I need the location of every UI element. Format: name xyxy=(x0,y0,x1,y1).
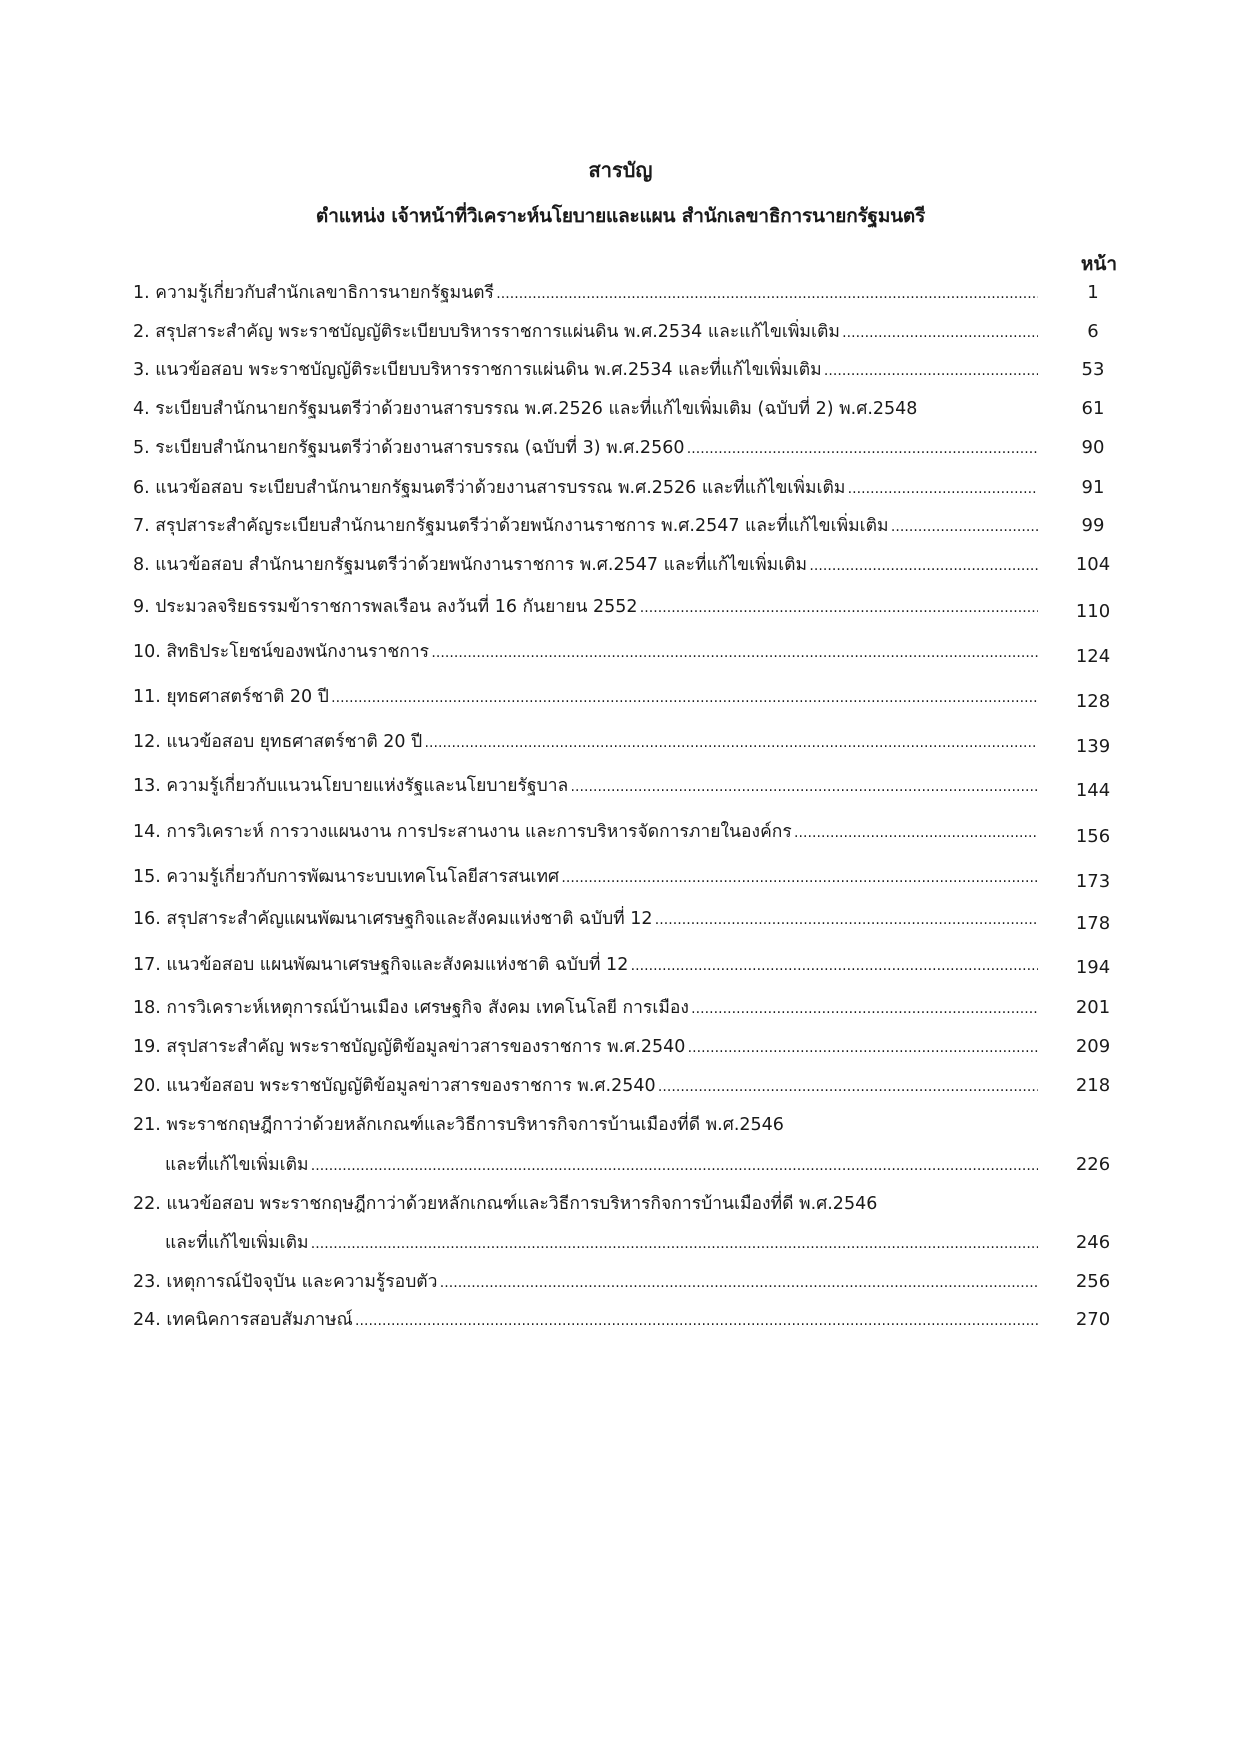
toc-entry-title: 12. แนวข้อสอบ ยุทธศาสตร์ชาติ 20 ปี . . . xyxy=(133,727,1038,758)
toc-entry-page: 104 xyxy=(1075,554,1111,575)
toc-entry-title: 1. ความรู้เกี่ยวกับสำนักเลขาธิการนายกรัฐมนตรี . . . xyxy=(133,278,1038,309)
dot-leader xyxy=(329,687,1038,707)
toc-entry[interactable] xyxy=(133,993,1133,1023)
toc-entry-title: 23. เหตุการณ์ปัจจุบัน และความรู้รอบตัว . . . xyxy=(133,1267,1038,1298)
toc-entry-title: 8. แนวข้อสอบ สำนักนายกรัฐมนตรีว่าด้วยพนักงานราชการ พ.ศ.2547 และที่แก้ไขเพิ่มเติม . . . xyxy=(133,550,1038,581)
toc-entry[interactable] xyxy=(133,592,1133,622)
dot-leader xyxy=(656,1076,1038,1096)
toc-entry-title: 6. แนวข้อสอบ ระเบียบสำนักนายกรัฐมนตรีว่าด้วยงานสารบรรณ พ.ศ.2526 และที่แก้ไขเพิ่มเติม . . . xyxy=(133,473,1038,504)
toc-entry-page: 139 xyxy=(1075,736,1111,757)
dot-leader xyxy=(309,1155,1038,1175)
toc-entry-title: 4. ระเบียบสำนักนายกรัฐมนตรีว่าด้วยงานสารบรรณ พ.ศ.2526 และที่แก้ไขเพิ่มเติม (ฉบับที่ 2) พ.ศ.2548 xyxy=(133,399,918,419)
toc-entry-page: 1 xyxy=(1087,282,1099,303)
toc-entry[interactable] xyxy=(133,904,1133,934)
toc-entry-title: 16. สรุปสาระสำคัญแผนพัฒนาเศรษฐกิจและสังคมแห่งชาติ ฉบับที่ 12 . . . xyxy=(133,904,1038,935)
toc-entry-title: 17. แนวข้อสอบ แผนพัฒนาเศรษฐกิจและสังคมแห่งชาติ ฉบับที่ 12 . . . xyxy=(133,950,1038,981)
dot-leader xyxy=(429,642,1038,662)
toc-entry[interactable] xyxy=(133,817,1133,847)
toc-entry-continuation[interactable] xyxy=(133,1150,1133,1180)
toc-entry-page: 194 xyxy=(1075,957,1111,978)
toc-entry[interactable] xyxy=(133,771,1133,801)
dot-leader xyxy=(822,360,1038,380)
page-subtitle: ตำแหน่ง เจ้าหน้าที่วิเคราะห์นโยบายและแผน สำนักเลขาธิการนายกรัฐมนตรี xyxy=(315,205,926,227)
page-number-column-header: หน้า xyxy=(1080,253,1117,275)
toc-entry[interactable] xyxy=(133,950,1133,980)
toc-entry-page: 91 xyxy=(1081,477,1105,498)
toc-entry[interactable] xyxy=(133,550,1133,580)
toc-entry[interactable] xyxy=(133,278,1133,308)
dot-leader xyxy=(792,822,1038,842)
toc-entry-page: 226 xyxy=(1075,1154,1111,1175)
toc-entry-title: 5. ระเบียบสำนักนายกรัฐมนตรีว่าด้วยงานสารบรรณ (ฉบับที่ 3) พ.ศ.2560 . . . xyxy=(133,433,1038,464)
toc-entry-title: 2. สรุปสาระสำคัญ พระราชบัญญัติระเบียบบริหารราชการแผ่นดิน พ.ศ.2534 และแก้ไขเพิ่มเติม . . . xyxy=(133,317,1038,348)
toc-entry[interactable] xyxy=(133,1032,1133,1062)
toc-entry-page: 124 xyxy=(1075,646,1111,667)
toc-entry-title: 10. สิทธิประโยชน์ของพนักงานราชการ . . . xyxy=(133,637,1038,668)
toc-entry-title: 3. แนวข้อสอบ พระราชบัญญัติระเบียบบริหารราชการแผ่นดิน พ.ศ.2534 และที่แก้ไขเพิ่มเติม . . . xyxy=(133,355,1038,386)
dot-leader xyxy=(494,283,1038,303)
dot-leader xyxy=(845,478,1038,498)
toc-entry-page: 90 xyxy=(1081,437,1105,458)
dot-leader xyxy=(685,1037,1038,1057)
toc-entry-title: 19. สรุปสาระสำคัญ พระราชบัญญัติข้อมูลข่าวสารของราชการ พ.ศ.2540 . . . xyxy=(133,1032,1038,1063)
dot-leader xyxy=(638,597,1038,617)
toc-entry[interactable] xyxy=(133,317,1133,347)
toc-entry[interactable] xyxy=(133,727,1133,757)
toc-entry-page: 256 xyxy=(1075,1271,1111,1292)
dot-leader xyxy=(840,322,1038,342)
page-title: สารบัญ xyxy=(588,158,653,182)
dot-leader xyxy=(689,998,1038,1018)
toc-entry[interactable] xyxy=(133,637,1133,667)
toc-entry-page: 218 xyxy=(1075,1075,1111,1096)
dot-leader xyxy=(628,955,1038,975)
toc-entry[interactable] xyxy=(133,355,1133,385)
dot-leader xyxy=(889,516,1038,536)
toc-entry-title: 9. ประมวลจริยธรรมข้าราชการพลเรือน ลงวันที่ 16 กันยายน 2552 . . . xyxy=(133,592,1038,623)
toc-entry-title: 15. ความรู้เกี่ยวกับการพัฒนาระบบเทคโนโลยีสารสนเทศ . . . xyxy=(133,862,1038,893)
dot-leader xyxy=(309,1233,1038,1253)
toc-entry[interactable] xyxy=(133,473,1133,503)
toc-entry-page: 209 xyxy=(1075,1036,1111,1057)
toc-entry-title: 21. พระราชกฤษฎีกาว่าด้วยหลักเกณฑ์และวิธีการบริหารกิจการบ้านเมืองที่ดี พ.ศ.2546 xyxy=(133,1115,784,1135)
dot-leader xyxy=(353,1310,1038,1330)
toc-entry-title: 13. ความรู้เกี่ยวกับแนวนโยบายแห่งรัฐและนโยบายรัฐบาล . . . xyxy=(133,771,1038,802)
toc-entry[interactable] xyxy=(133,433,1133,463)
dot-leader xyxy=(653,909,1038,929)
toc-entry-title: 7. สรุปสาระสำคัญระเบียบสำนักนายกรัฐมนตรีว่าด้วยพนักงานราชการ พ.ศ.2547 และที่แก้ไขเพิ่มเติม . . . xyxy=(133,511,1038,542)
toc-entry[interactable] xyxy=(133,511,1133,541)
dot-leader xyxy=(422,732,1038,752)
toc-entry-title: 24. เทคนิคการสอบสัมภาษณ์ . . . xyxy=(133,1305,1038,1336)
toc-entry-page: 173 xyxy=(1075,871,1111,892)
toc-entry[interactable] xyxy=(133,1071,1133,1101)
dot-leader xyxy=(684,438,1038,458)
toc-entry-page: 6 xyxy=(1087,321,1099,342)
toc-entry-title: 20. แนวข้อสอบ พระราชบัญญัติข้อมูลข่าวสารของราชการ พ.ศ.2540 . . . xyxy=(133,1071,1038,1102)
toc-entry-page: 61 xyxy=(1081,398,1105,419)
toc-entry-page: 110 xyxy=(1075,601,1111,622)
toc-entry-page: 144 xyxy=(1075,780,1111,801)
toc-entry-title: 22. แนวข้อสอบ พระราชกฤษฎีกาว่าด้วยหลักเกณฑ์และวิธีการบริหารกิจการบ้านเมืองที่ดี พ.ศ.2546 xyxy=(133,1194,878,1214)
toc-entry[interactable] xyxy=(133,394,1133,424)
toc-entry[interactable] xyxy=(133,1110,1133,1140)
toc-entry-page: 270 xyxy=(1075,1309,1111,1330)
toc-entry[interactable] xyxy=(133,1305,1133,1335)
toc-entry-page: 201 xyxy=(1075,997,1111,1018)
toc-entry-page: 156 xyxy=(1075,826,1111,847)
toc-entry[interactable] xyxy=(133,862,1133,892)
toc-entry[interactable] xyxy=(133,1267,1133,1297)
toc-entry-page: 178 xyxy=(1075,913,1111,934)
toc-entry-page: 246 xyxy=(1075,1232,1111,1253)
dot-leader xyxy=(438,1272,1039,1292)
dot-leader xyxy=(807,555,1038,575)
toc-entry[interactable] xyxy=(133,1189,1133,1219)
toc-entry-title-line2: และที่แก้ไขเพิ่มเติม . . . xyxy=(165,1150,1038,1181)
toc-entry-title-line2: และที่แก้ไขเพิ่มเติม . . . xyxy=(165,1228,1038,1259)
toc-entry-page: 99 xyxy=(1081,515,1105,536)
toc-entry-page: 53 xyxy=(1081,359,1105,380)
dot-leader xyxy=(568,776,1038,796)
toc-entry-page: 128 xyxy=(1075,691,1111,712)
toc-entry-title: 18. การวิเคราะห์เหตุการณ์บ้านเมือง เศรษฐกิจ สังคม เทคโนโลยี การเมือง . . . xyxy=(133,993,1038,1024)
toc-entry[interactable] xyxy=(133,682,1133,712)
toc-entry-continuation[interactable] xyxy=(133,1228,1133,1258)
toc-entry-title: 11. ยุทธศาสตร์ชาติ 20 ปี . . . xyxy=(133,682,1038,713)
toc-entry-title: 14. การวิเคราะห์ การวางแผนงาน การประสานงาน และการบริหารจัดการภายในองค์กร . . . xyxy=(133,817,1038,848)
dot-leader xyxy=(559,867,1038,887)
